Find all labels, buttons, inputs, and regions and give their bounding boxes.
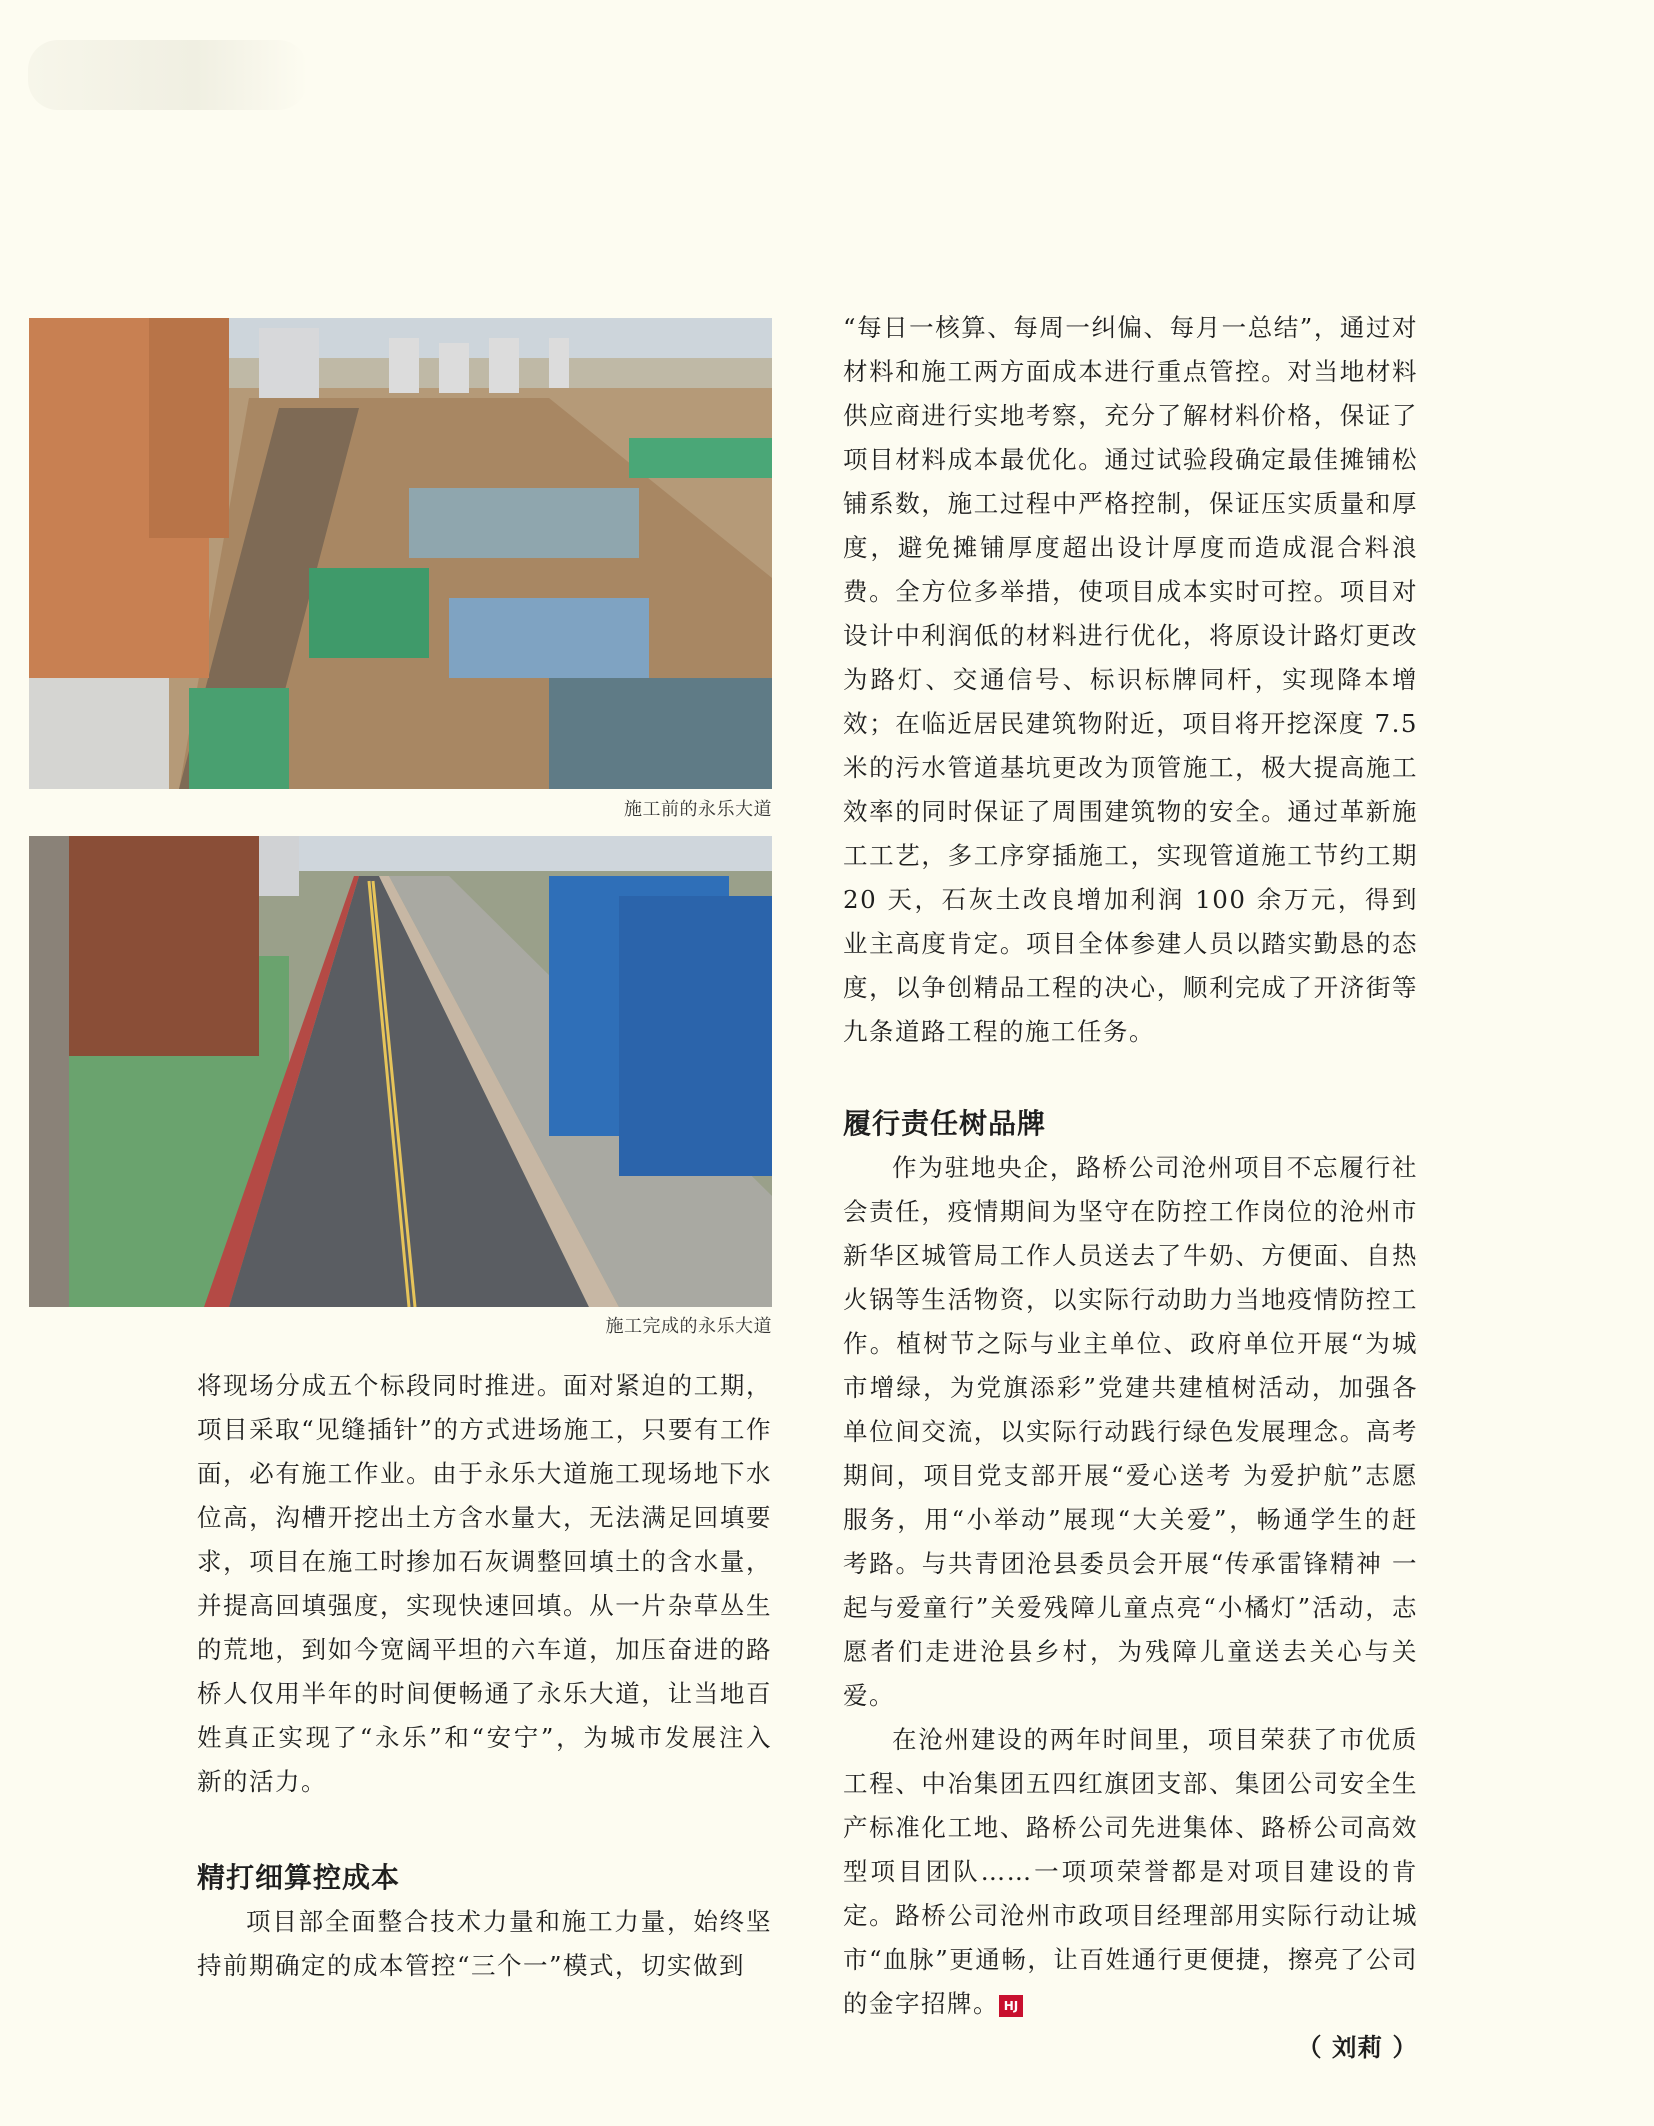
photo-after-construction [29,836,772,1307]
author-byline: （ 刘莉 ） [1296,2033,1418,2062]
right-paragraph-1: “每日一核算、每周一纠偏、每月一总结”，通过对材料和施工两方面成本进行重点管控。对当地材料供应商进行实地考察，充分了解材料价格，保证了项目材料成本最优化。通过试验段确定最佳摊铺松铺系数，施工过程中严格控制，保证压实质量和厚度，避免摊铺厚度超出设计厚度而造成混合料浪费。全方位多举措，使项目成本实时可控。项目对设计中利润低的材料进行优化，将原设计路灯更改为路灯、交通信号、标识标牌同杆，实现降本增效；在临近居民建筑物附近，项目将开挖深度 7.5 米的污水管道基坑更改为顶管施工，极大提高施工效率的同时保证了周围建筑物的安全。通过革新施工工艺，多工序穿插施工，实现管道施工节约工期 20 天，石灰土改良增加利润 100 余万元，得到业主高度肯定。项目全体参建人员以踏实勤恳的态度，以争创精品工程的决心，顺利完成了开济街等九条道路工程的施工任务。 [843,313,1418,1046]
article-left-column [197,1364,772,1988]
photo-caption-after: 施工完成的永乐大道 [605,1316,772,1337]
right-paragraph-3 [843,1718,1418,2026]
right-paragraph-2: 作为驻地央企，路桥公司沧州项目不忘履行社会责任，疫情期间为坚守在防控工作岗位的沧州市新华区城管局工作人员送去了牛奶、方便面、自热火锅等生活物资，以实际行动助力当地疫情防控工作。植树节之际与业主单位、政府单位开展“为城市增绿，为党旗添彩”党建共建植树活动，加强各单位间交流，以实际行动践行绿色发展理念。高考期间，项目党支部开展“爱心送考 为爱护航”志愿服务，用“小举动”展现“大关爱”，畅通学生的赶考路。与共青团沧县委员会开展“传承雷锋精神 一起与爱童行”关爱残障儿童点亮“小橘灯”活动，志愿者们走进沧县乡村，为残障儿童送去关心与关爱。 [843,1153,1418,1710]
end-mark-icon: HJ [999,1995,1023,2017]
article-right-column [843,306,1418,2070]
right-paragraph-3-text: 在沧州建设的两年时间里，项目荣获了市优质工程、中冶集团五四红旗团支部、集团公司安全生产标准化工地、路桥公司先进集体、路桥公司高效型项目团队……一项项荣誉都是对项目建设的肯定。路桥公司沧州市政项目经理部用实际行动让城市“血脉”更通畅，让百姓通行更便捷，擦亮了公司的金字招牌。 [843,1725,1418,2018]
section-heading-brand: 履行责任树品牌 [843,1107,1047,1140]
photo-before-construction [29,318,772,789]
masthead-logo-area [28,40,308,110]
section-heading-cost-control: 精打细算控成本 [197,1861,401,1894]
left-paragraph-1: 将现场分成五个标段同时推进。面对紧迫的工期，项目采取“见缝插针”的方式进场施工，只要有工作面，必有施工作业。由于永乐大道施工现场地下水位高，沟槽开挖出土方含水量大，无法满足回填要求，项目在施工时掺加石灰调整回填土的含水量，并提高回填强度，实现快速回填。从一片杂草丛生的荒地，到如今宽阔平坦的六车道，加压奋进的路桥人仅用半年的时间便畅通了永乐大道，让当地百姓真正实现了“永乐”和“安宁”，为城市发展注入新的活力。 [197,1371,772,1796]
photo-caption-before: 施工前的永乐大道 [624,799,772,820]
left-paragraph-2: 项目部全面整合技术力量和施工力量，始终坚持前期确定的成本管控“三个一”模式，切实做到 [197,1907,772,1980]
